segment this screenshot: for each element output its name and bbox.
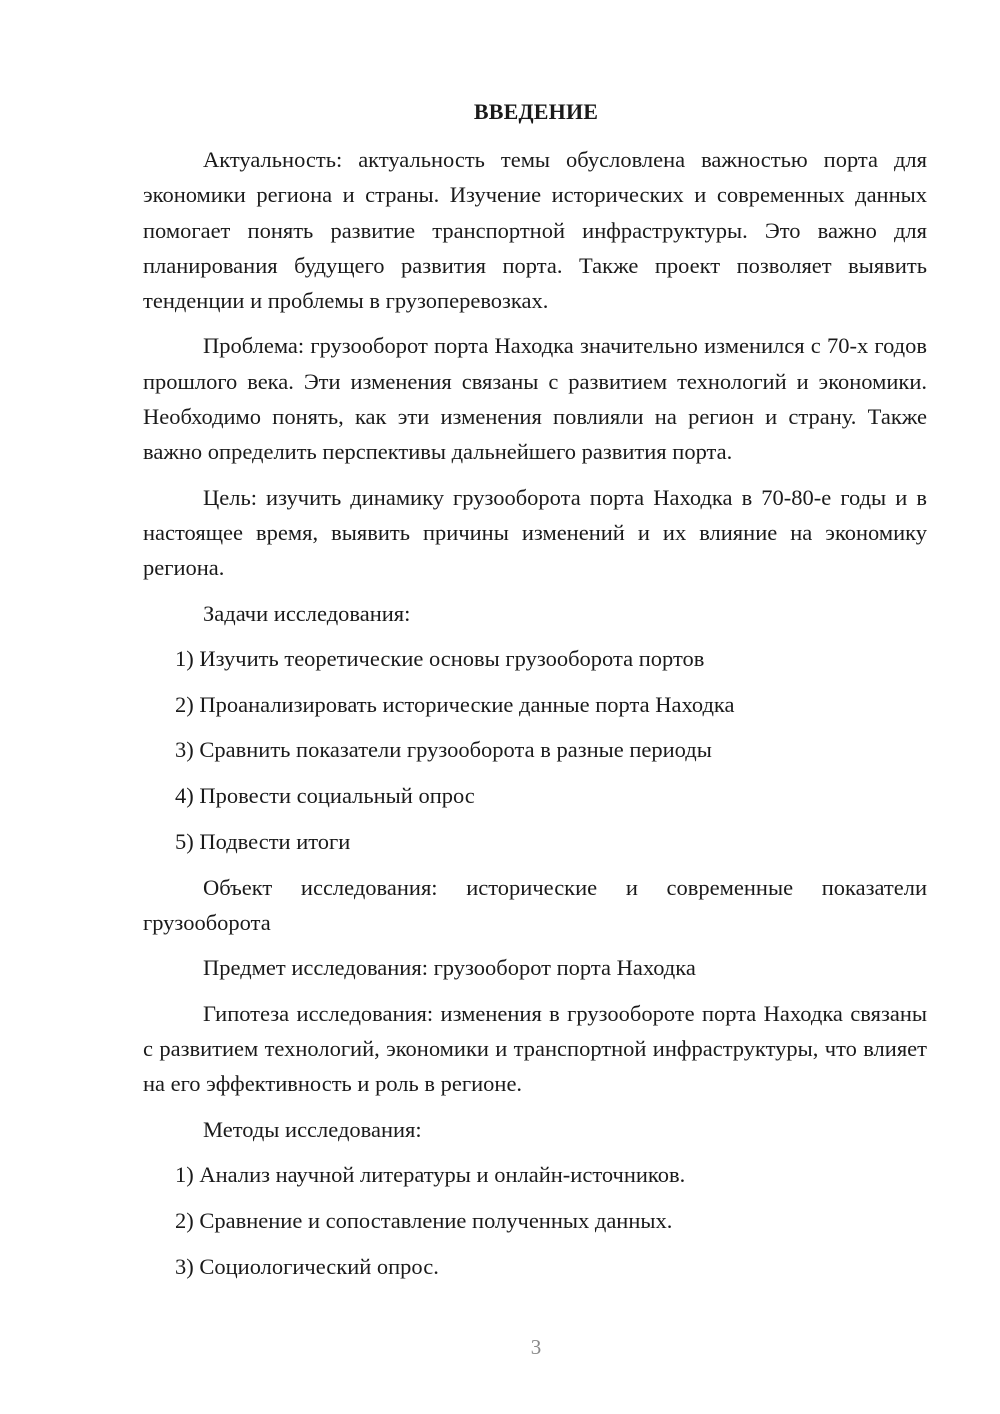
relevance-paragraph: Актуальность: актуальность темы обусловлена важностью порта для экономики региона и страны. Изучение исторических и современных данных помогает понять развитие транспортной инфраструктуры. Это важно для планирования будущего развития порта. Также проект позволяет выявить тенденции и проблемы в грузоперевозках. bbox=[143, 147, 927, 314]
list-item: 4) Провести социальный опрос bbox=[175, 783, 475, 809]
document-body bbox=[143, 142, 927, 1294]
list-item: 3) Сравнить показатели грузооборота в разные периоды bbox=[175, 737, 712, 763]
list-item: 1) Анализ научной литературы и онлайн-источников. bbox=[175, 1161, 686, 1187]
methods-heading: Методы исследования: bbox=[203, 1116, 422, 1142]
object-paragraph: Объект исследования: исторические и современные показатели грузооборота bbox=[143, 874, 927, 936]
hypothesis-paragraph: Гипотеза исследования: изменения в грузообороте порта Находка связаны с развитием технологий, экономики и транспортной инфраструктуры, что влияет на его эффективность и роль в регионе. bbox=[143, 1000, 927, 1097]
list-item: 3) Социологический опрос. bbox=[175, 1253, 439, 1279]
list-item: 2) Сравнение и сопоставление полученных данных. bbox=[175, 1207, 673, 1233]
list-item: 2) Проанализировать исторические данные порта Находка bbox=[175, 691, 735, 717]
list-item: 1) Изучить теоретические основы грузооборота портов bbox=[175, 645, 705, 671]
methods-list bbox=[143, 1157, 927, 1284]
goal-paragraph: Цель: изучить динамику грузооборота порта Находка в 70-80-е годы и в настоящее время, выявить причины изменений и их влияние на экономику региона. bbox=[143, 484, 927, 581]
section-heading: ВВЕДЕНИЕ bbox=[473, 99, 599, 124]
list-item: 5) Подвести итоги bbox=[175, 829, 351, 855]
tasks-list bbox=[143, 641, 927, 859]
problem-paragraph: Проблема: грузооборот порта Находка значительно изменился с 70-х годов прошлого века. Эти изменения связаны с развитием технологий и экономики. Необходимо понять, как эти изменения повлияли на регион и страну. Также важно определить перспективы дальнейшего развития порта. bbox=[143, 333, 927, 465]
tasks-heading: Задачи исследования: bbox=[203, 600, 411, 626]
page-number: 3 bbox=[530, 1335, 542, 1359]
subject-paragraph: Предмет исследования: грузооборот порта Находка bbox=[203, 955, 696, 981]
